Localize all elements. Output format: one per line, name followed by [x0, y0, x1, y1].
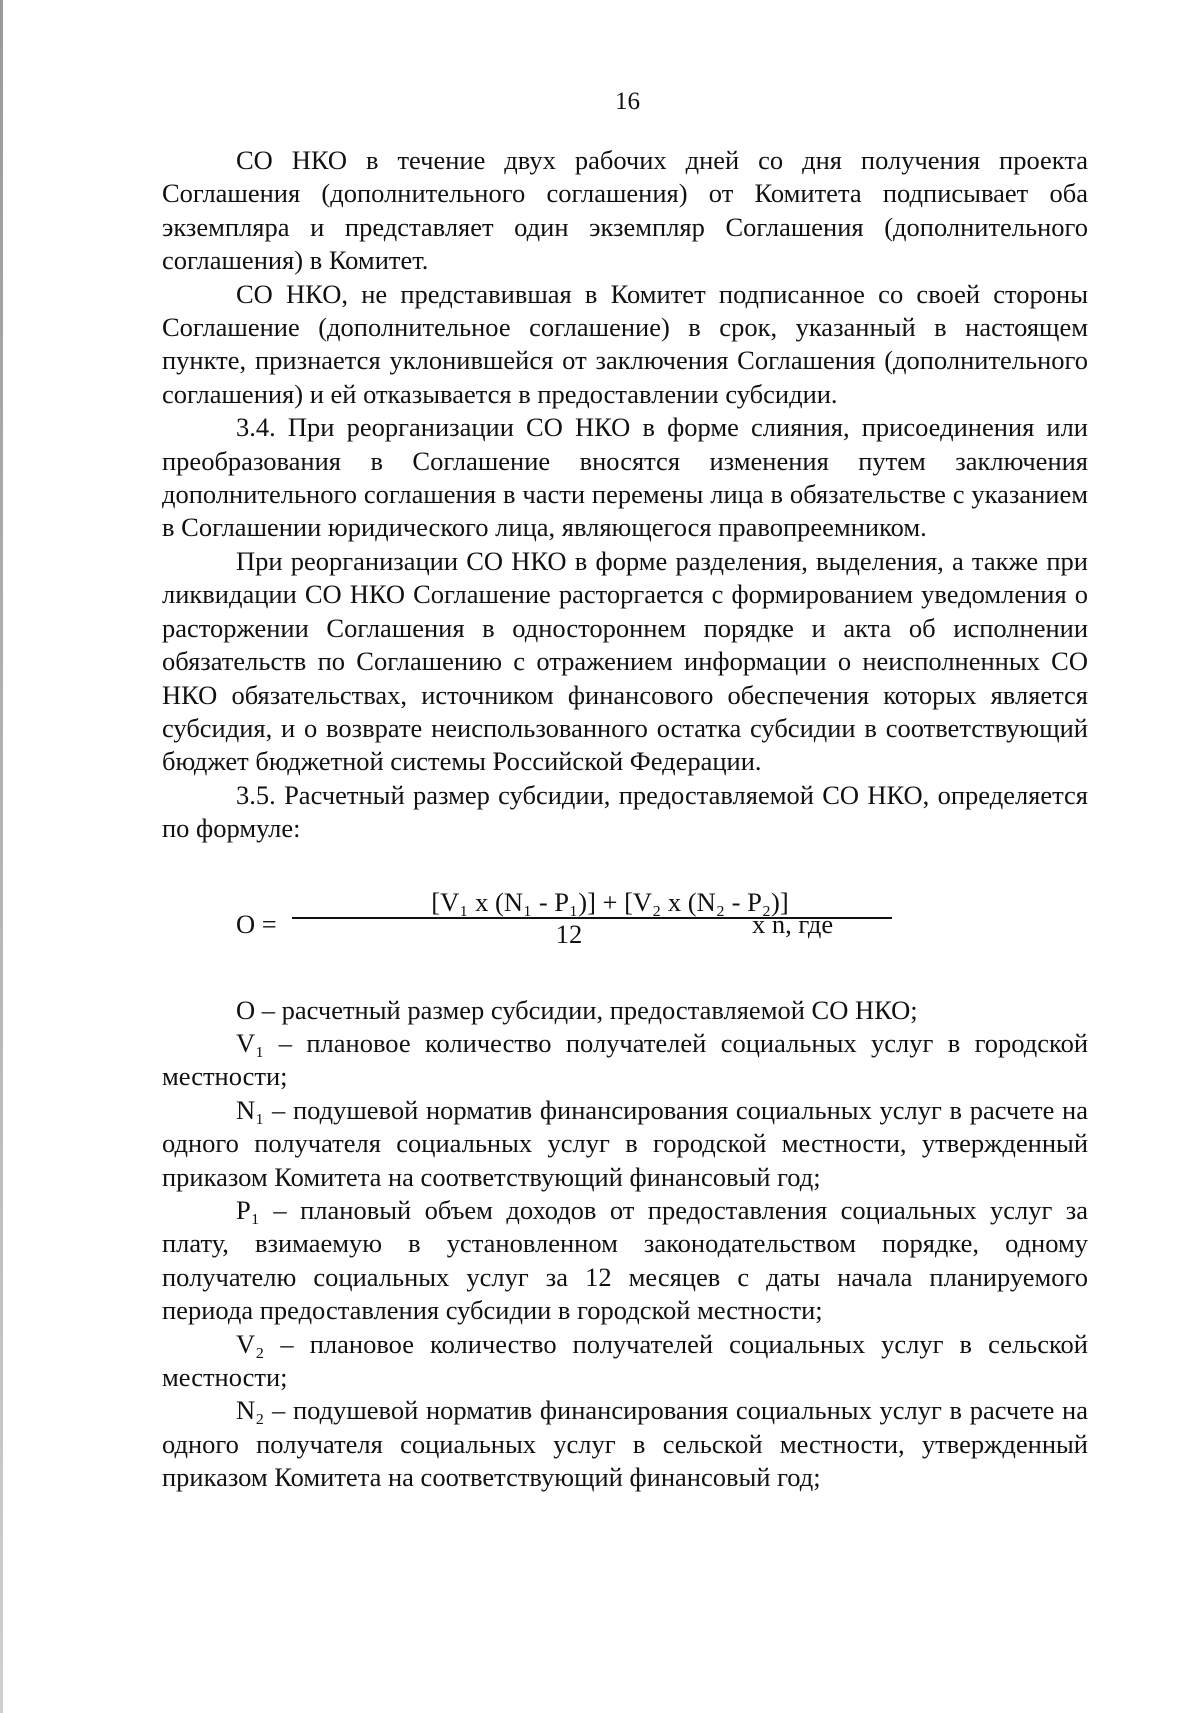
formula-denominator: 12 [555, 918, 583, 949]
page-number: 16 [615, 88, 640, 115]
subsidy-formula [162, 846, 1088, 994]
definition-v1: V₁ – плановое количество получателей социальных услуг в городской местности; [162, 1027, 1088, 1092]
formula-rhs: x n, где [752, 908, 834, 939]
paragraph-signing-procedure: СО НКО в течение двух рабочих дней со дня получения проекта Соглашения (дополнительного соглашения) от Комитета подписывает оба экземпляра и представляет один экземпляр Соглашения (дополнительного соглашения) в Комитет. [162, 145, 1088, 276]
definition-o: О – расчетный размер субсидии, предоставляемой СО НКО; [236, 994, 918, 1025]
formula-lhs: О = [236, 908, 277, 939]
scan-edge-shadow [0, 0, 3, 1713]
definition-v2: V₂ – плановое количество получателей социальных услуг в сельской местности; [162, 1328, 1088, 1392]
formula-numerator: [V₁ x (N₁ - P₁)] + [V₂ x (N₂ - P₂)] [431, 886, 789, 917]
paragraph-termination: При реорганизации СО НКО в форме разделения, выделения, а также при ликвидации СО НКО Соглашение расторгается с формированием уведомления о расторжении Соглашения в одностороннем порядке и акта об исполнении обязательств по Соглашению с отражением информации о неисполненных СО НКО обязательствах, источником финансового обеспечения которых является субсидия, и о возврате неиспользованного остатка субсидии в соответствующий бюджет бюджетной системы Российской Федерации. [162, 545, 1088, 777]
paragraph-refusal: СО НКО, не представившая в Комитет подписанное со своей стороны Соглашение (дополнительное соглашение) в срок, указанный в настоящем пункте, признается уклонившейся от заключения Соглашения (дополнительного соглашения) и ей отказывается в предоставлении субсидии. [162, 278, 1088, 409]
definition-n1: N₁ – подушевой норматив финансирования социальных услуг в расчете на одного получателя социальных услуг в городской местности, утвержденный приказом Комитета на соответствующий финансовый год; [162, 1094, 1088, 1192]
paragraph-3-4-reorganization: 3.4. При реорганизации СО НКО в форме слияния, присоединения или преобразования в Соглашение вносятся изменения путем заключения дополнительного соглашения в части перемены лица в обязательстве с указанием в Соглашении юридического лица, являющегося правопреемником. [162, 412, 1088, 543]
document-body [162, 144, 1088, 1495]
definition-n2: N₂ – подушевой норматив финансирования социальных услуг в расчете на одного получателя социальных услуг в сельской местности, утвержденный приказом Комитета на соответствующий финансовый год; [162, 1395, 1088, 1493]
paragraph-3-5-formula-intro: 3.5. Расчетный размер субсидии, предоставляемой СО НКО, определяется по формуле: [162, 779, 1088, 844]
definition-p1: P₁ – плановый объем доходов от предоставления социальных услуг за плату, взимаемую в установленном законодательством порядке, одному получателю социальных услуг за 12 месяцев с даты начала планируемого периода предоставления субсидии в городской местности; [162, 1194, 1088, 1326]
